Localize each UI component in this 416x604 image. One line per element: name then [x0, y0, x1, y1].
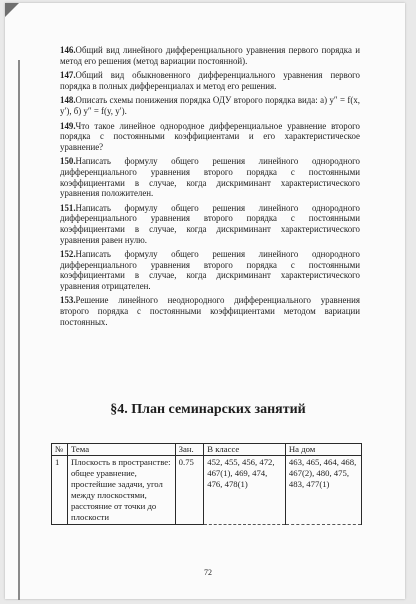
- question-number: 148.: [60, 95, 76, 106]
- page-number: 72: [204, 568, 212, 577]
- question-item: [60, 45, 360, 66]
- column-header-number: №: [52, 444, 68, 456]
- question-text: Описать схемы понижения порядка ОДУ второго порядка вида: а) y″ = f(x, y′), б) y″ = f(y, y′).: [60, 95, 360, 116]
- question-text: Что такое линейное однородное дифференциальное уравнение второго порядка с постоянными коэффициентами и его характеристическое уравнение?: [60, 120, 360, 152]
- column-header-topic: Тема: [67, 444, 175, 456]
- column-header-in-class: В классе: [204, 444, 286, 456]
- cell-number: 1: [52, 456, 68, 525]
- question-item: [60, 295, 360, 327]
- section-title: §4. План семинарских занятий: [110, 402, 306, 417]
- scan-corner-mark: [5, 3, 19, 17]
- question-number: 146.: [60, 45, 76, 55]
- question-number: 147.: [60, 70, 76, 81]
- question-text: Общий вид обыкновенного дифференциального уравнения первого порядка в полных дифференциалах и метод его решения.: [60, 70, 360, 91]
- question-item: [60, 203, 360, 245]
- question-number: 152.: [60, 249, 76, 260]
- column-header-homework: На дом: [285, 444, 361, 456]
- cell-in-class: 452, 455, 456, 472, 467(1), 469, 474, 476, 478(1): [204, 456, 286, 525]
- question-text: Написать формулу общего решения линейного однородного дифференциального уравнения второго порядка с постоянными коэффициентами в случае, когда дискриминант характеристического уравнения равен нулю.: [60, 202, 360, 245]
- question-item: [60, 95, 360, 116]
- question-item: [60, 121, 360, 153]
- column-header-lessons: Зан.: [175, 444, 204, 456]
- cell-lessons: 0.75: [175, 456, 204, 525]
- question-number: 153.: [60, 295, 76, 306]
- question-list: [60, 45, 360, 331]
- seminar-plan-table: [51, 443, 362, 525]
- question-item: [60, 70, 360, 91]
- question-text: Общий вид линейного дифференциального уравнения первого порядка и метод его решения (метод вариации постоянной).: [60, 45, 360, 66]
- binding-edge-line: [18, 60, 20, 600]
- question-text: Написать формулу общего решения линейного однородного дифференциального уравнения второго порядка с постоянными коэффициентами в случае, когда дискриминант характеристического уравнения отрицателен.: [60, 249, 360, 291]
- cell-topic: Плоскость в пространстве: общее уравнение, простейшие задачи, угол между плоскостями, расстояние от точки до плоскости: [67, 456, 175, 525]
- table-header-row: [52, 444, 362, 456]
- question-text: Написать формулу общего решения линейного однородного дифференциального уравнения второго порядка с постоянными коэффициентами в случае, когда дискриминант характеристического уравнения положителен.: [60, 156, 360, 199]
- question-item: [60, 249, 360, 291]
- question-number: 150.: [60, 156, 76, 167]
- question-item: [60, 156, 360, 198]
- table-row: [52, 456, 362, 525]
- question-number: 149.: [60, 120, 76, 131]
- question-text: Решение линейного неоднородного дифференциального уравнения второго порядка с постоянными коэффициентами методом вариации постоянных.: [60, 295, 360, 327]
- cell-homework: 463, 465, 464, 468, 467(2), 480, 475, 483, 477(1): [285, 456, 361, 525]
- question-number: 151.: [60, 202, 76, 213]
